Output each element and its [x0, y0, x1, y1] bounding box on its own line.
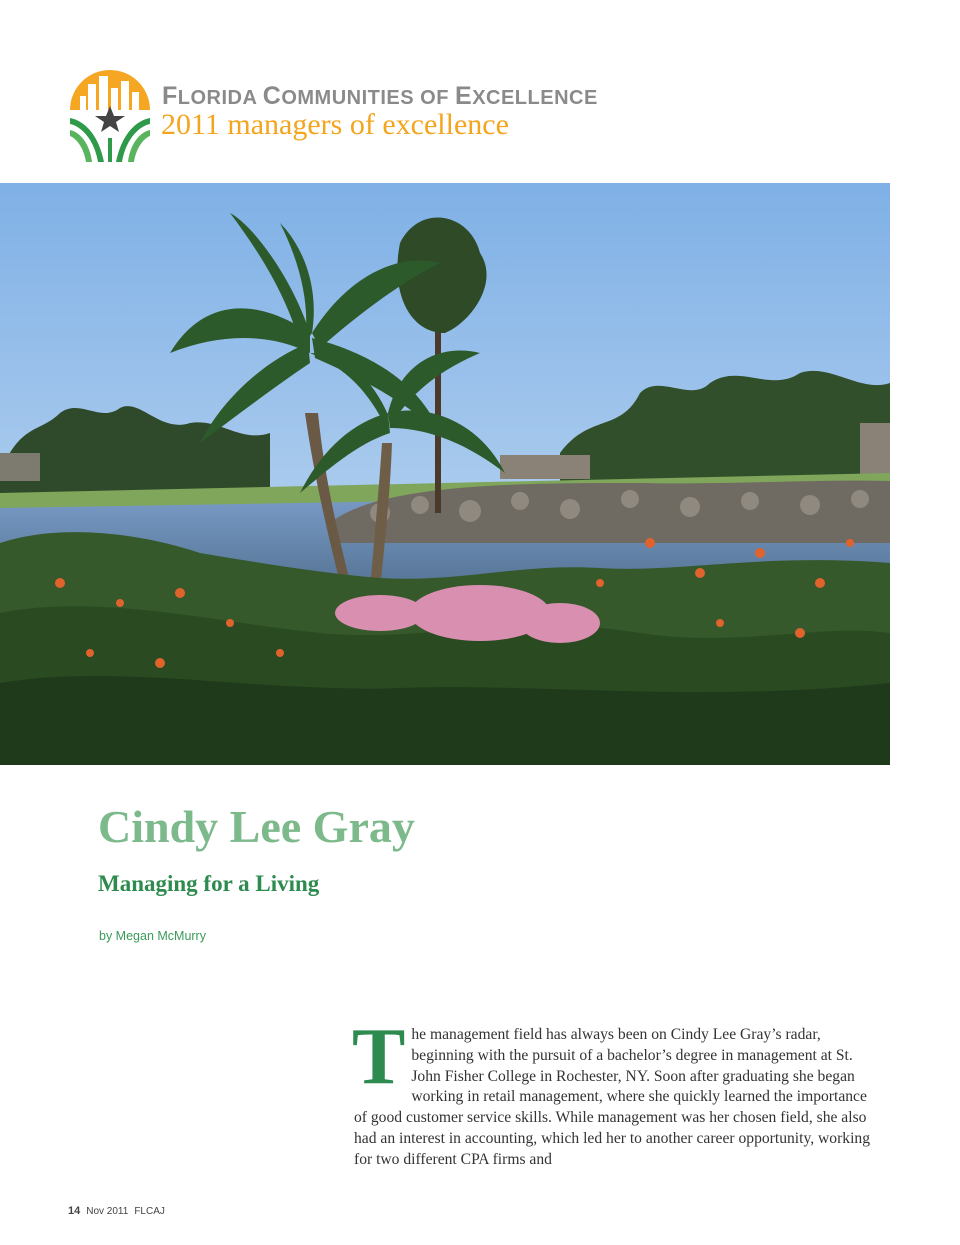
page-footer	[68, 1205, 165, 1217]
brand-title-cap: C	[262, 82, 282, 110]
article-byline: by Megan McMurry	[99, 929, 206, 943]
article-headline: Cindy Lee Gray	[98, 801, 415, 852]
city-skyline-star-sunburst-logo	[68, 68, 152, 164]
brand-title-cap: F	[162, 82, 178, 110]
brand-title-rest: XCELLENCE	[472, 87, 598, 109]
brand-title-rest: LORIDA	[177, 87, 263, 109]
issue-date: Nov 2011	[86, 1206, 129, 1217]
brand-title-rest: OMMUNITIES OF	[281, 87, 455, 109]
drop-cap: T	[352, 1013, 406, 1101]
publication-name: FLCAJ	[134, 1206, 165, 1217]
article-body	[352, 1013, 876, 1171]
brand-title	[162, 82, 598, 111]
page-number: 14	[68, 1205, 81, 1217]
palm-trees-lake-flowers-photo	[0, 183, 890, 765]
article-body-text: he management field has always been on Cindy Lee Gray’s radar, beginning with the pursuit of a bachelor’s degree in management at St. John Fisher College in Rochester, NY. Soon after graduating she began working in retail management, where she quickly learned the importance of good customer service skills. While management was her chosen field, she also had an interest in accounting, which led her to another career opportunity, working for two different CPA firms and	[354, 1026, 871, 1168]
article-subhead: Managing for a Living	[98, 871, 320, 896]
brand-title-cap: E	[455, 82, 473, 110]
brand-subtitle: 2011 managers of excellence	[161, 108, 509, 141]
